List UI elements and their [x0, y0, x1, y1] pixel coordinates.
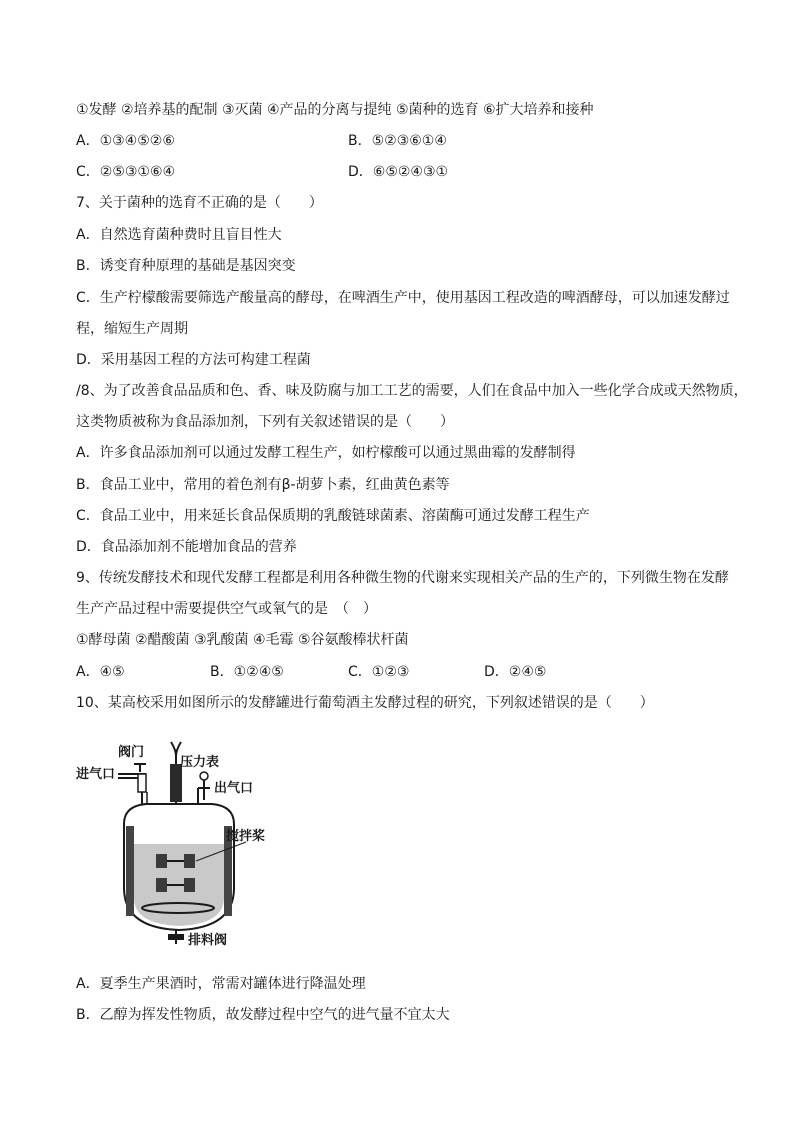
q6-option-a: A．①③④⑤②⑥: [76, 133, 175, 149]
q7-stem: 7、关于菌种的选育不正确的是（ ）: [76, 195, 323, 211]
label-air-inlet: 进气口: [76, 767, 116, 782]
q8-option-a: A．许多食品添加剂可以通过发酵工程生产，如柠檬酸可以通过黑曲霉的发酵制得: [76, 445, 576, 461]
q9-items: ①酵母菌 ②醋酸菌 ③乳酸菌 ④毛霉 ⑤谷氨酸棒状杆菌: [76, 632, 409, 648]
q10-stem: 10、某高校采用如图所示的发酵罐进行葡萄酒主发酵过程的研究，下列叙述错误的是（ ）: [76, 695, 654, 711]
q7-option-d: D．采用基因工程的方法可构建工程菌: [76, 352, 311, 368]
q6-option-b: B．⑤②③⑥①④: [348, 133, 447, 149]
label-discharge-valve: 排料阀: [188, 933, 228, 948]
label-pressure-gauge: 压力表: [180, 755, 220, 770]
q9-stem-line1: 9、传统发酵技术和现代发酵工程都是利用各种微生物的代谢来实现相关产品的生产的，下列微生物在发酵: [76, 570, 729, 586]
label-air-outlet: 出气口: [214, 781, 254, 796]
q7-option-c-line2: 程，缩短生产周期: [76, 321, 188, 337]
q9-option-b: B．①②④⑤: [210, 664, 284, 680]
q9-stem-line2: 生产产品过程中需要提供空气或氧气的是 （ ）: [76, 601, 377, 617]
q6-option-c: C．②⑤③①⑥④: [76, 164, 176, 180]
q8-stem-line1: /8、为了改善食品品质和色、香、味及防腐与加工工艺的需要，人们在食品中加入一些化学合成或天然物质，: [76, 383, 748, 399]
label-stirrer: 搅拌桨: [226, 829, 266, 844]
q7-option-b: B．诱变育种原理的基础是基因突变: [76, 258, 296, 274]
q6-option-d: D．⑥⑤②④③①: [348, 164, 449, 180]
q10-option-a: A．夏季生产果酒时，常需对罐体进行降温处理: [76, 976, 366, 992]
q7-option-a: A．自然选育菌种费时且盲目性大: [76, 227, 282, 243]
fermenter-diagram: [76, 738, 276, 950]
q6-items: ①发酵 ②培养基的配制 ③灭菌 ④产品的分离与提纯 ⑤菌种的选育 ⑥扩大培养和接种: [76, 102, 594, 118]
q8-option-d: D．食品添加剂不能增加食品的营养: [76, 539, 297, 555]
q7-option-c-line1: C．生产柠檬酸需要筛选产酸量高的酵母，在啤酒生产中，使用基因工程改造的啤酒酵母，可以加速发酵过: [76, 290, 730, 306]
q8-stem-line2: 这类物质被称为食品添加剂，下列有关叙述错误的是（ ）: [76, 414, 454, 430]
q9-option-c: C．①②③: [348, 664, 410, 680]
q9-option-a: A．④⑤: [76, 664, 125, 680]
q9-option-d: D．②④⑤: [484, 664, 547, 680]
label-valve: 阀门: [118, 745, 145, 760]
q8-option-c: C．食品工业中，用来延长食品保质期的乳酸链球菌素、溶菌酶可通过发酵工程生产: [76, 508, 590, 524]
q8-option-b: B．食品工业中，常用的着色剂有β-胡萝卜素，红曲黄色素等: [76, 477, 450, 493]
q10-option-b: B．乙醇为挥发性物质，故发酵过程中空气的进气量不宜太大: [76, 1007, 450, 1023]
